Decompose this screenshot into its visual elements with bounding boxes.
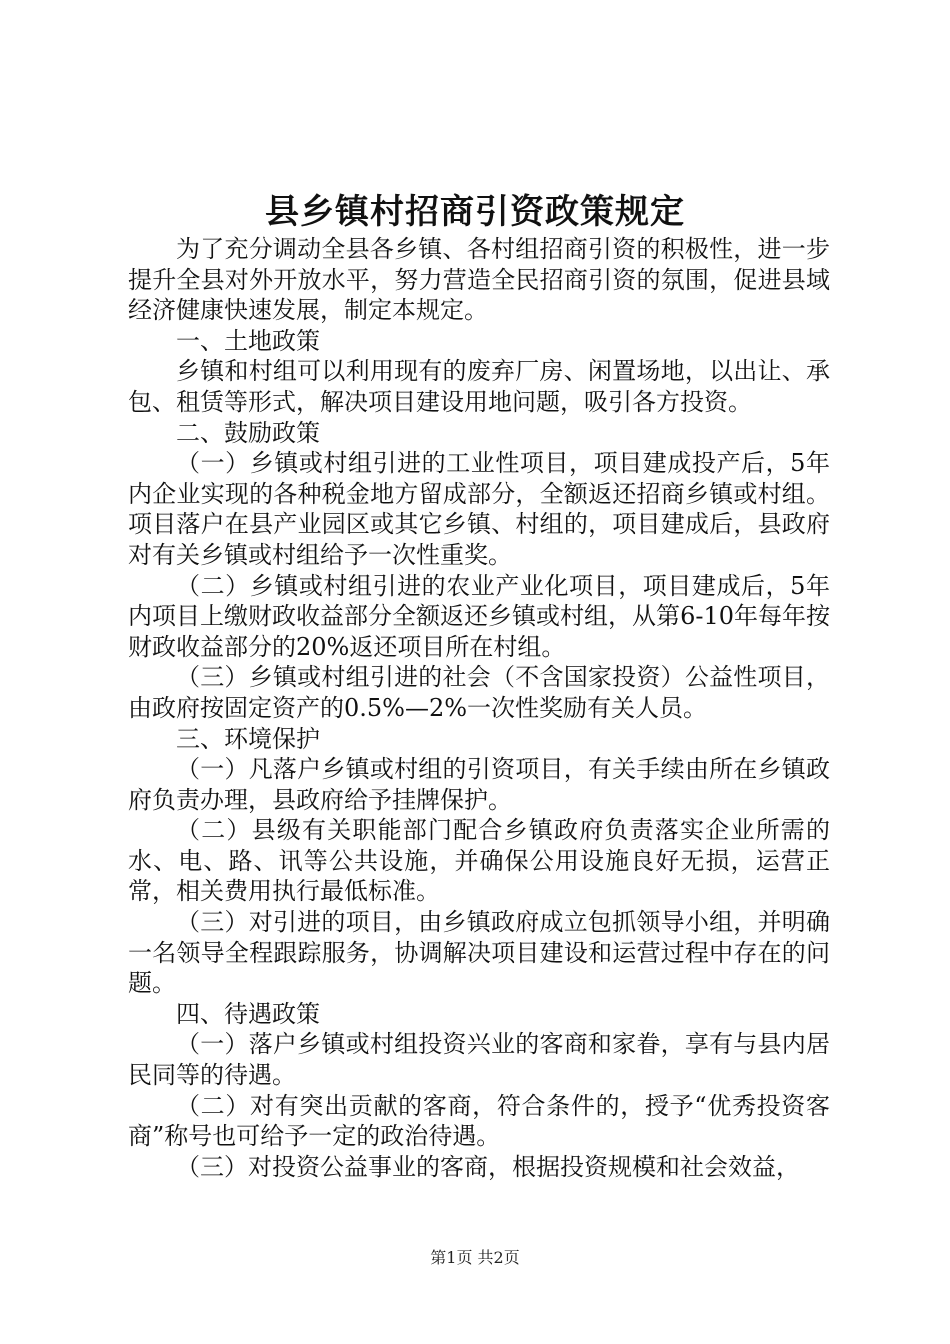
section-heading-treatment: 四、待遇政策: [176, 999, 320, 1028]
section-heading-environment: 三、环境保护: [176, 724, 320, 753]
paragraph-treatment-1: （一）落户乡镇或村组投资兴业的客商和家眷，享有与县内居民同等的待遇。: [128, 1030, 830, 1090]
document-title: 县乡镇村招商引资政策规定: [265, 192, 685, 232]
paragraph-intro: 为了充分调动全县各乡镇、各村组招商引资的积极性，进一步提升全县对外开放水平，努力营造全民招商引资的氛围，促进县域经济健康快速发展，制定本规定。: [128, 235, 830, 325]
section-heading-incentive: 二、鼓励政策: [176, 418, 320, 447]
paragraph-land: 乡镇和村组可以利用现有的废弃厂房、闲置场地，以出让、承包、租赁等形式，解决项目建设用地问题，吸引各方投资。: [128, 357, 830, 416]
document-body: [128, 234, 830, 1182]
paragraph-environment-3: （三）对引进的项目，由乡镇政府成立包抓领导小组，并明确一名领导全程跟踪服务，协调解决项目建设和运营过程中存在的问题。: [128, 908, 830, 998]
paragraph-treatment-2: （二）对有突出贡献的客商，符合条件的，授予“优秀投资客商”称号也可给予一定的政治待遇。: [128, 1091, 830, 1151]
paragraph-incentive-2: （二）乡镇或村组引进的农业产业化项目，项目建成后，5年内项目上缴财政收益部分全额返还乡镇或村组，从第6-10年每年按财政收益部分的20%返还项目所在村组。: [128, 571, 830, 661]
page-footer: 第1页 共2页: [430, 1248, 520, 1267]
paragraph-environment-2: （二）县级有关职能部门配合乡镇政府负责落实企业所需的水、电、路、讯等公共设施，并确保公用设施良好无损，运营正常，相关费用执行最低标准。: [128, 816, 830, 906]
paragraph-treatment-3: （三）对投资公益事业的客商，根据投资规模和社会效益，: [176, 1152, 800, 1181]
section-heading-land: 一、土地政策: [176, 326, 320, 355]
paragraph-environment-1: （一）凡落户乡镇或村组的引资项目，有关手续由所在乡镇政府负责办理，县政府给予挂牌保护。: [128, 755, 830, 814]
paragraph-incentive-3: （三）乡镇或村组引进的社会（不含国家投资）公益性项目，由政府按固定资产的0.5%—2%一次性奖励有关人员。: [128, 663, 830, 722]
paragraph-incentive-1: （一）乡镇或村组引进的工业性项目，项目建成投产后，5年内企业实现的各种税金地方留成部分，全额返还招商乡镇或村组。项目落户在县产业园区或其它乡镇、村组的，项目建成后，县政府对有关乡镇或村组给予一次性重奖。: [128, 449, 830, 569]
